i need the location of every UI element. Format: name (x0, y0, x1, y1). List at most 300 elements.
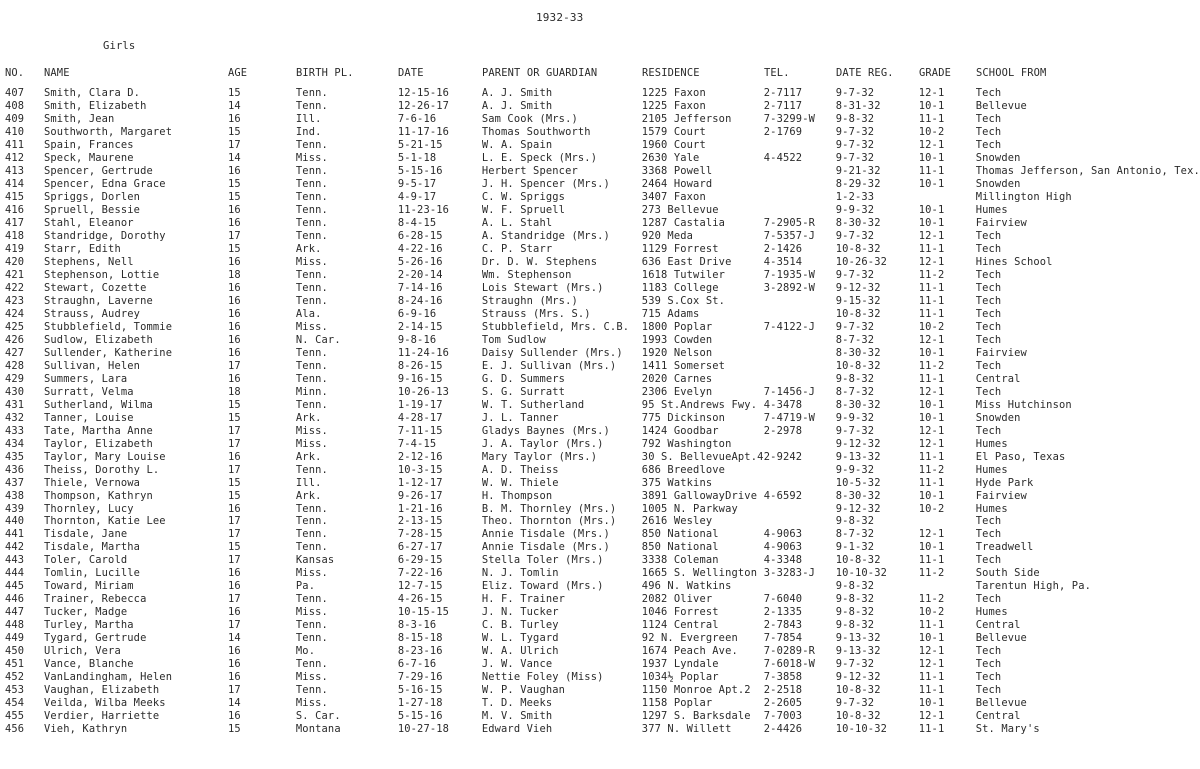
cell-parent: W. F. Spruell (481, 203, 566, 216)
cell-residence: 1005 N. Parkway (641, 502, 738, 515)
cell-parent: N. J. Tomlin (481, 567, 559, 580)
cell-birth: Minn. (295, 385, 328, 398)
cell-age: 16 (227, 320, 241, 333)
cell-name: Thiele, Vernowa (43, 476, 141, 489)
cell-parent: Tom Sudlow (481, 333, 546, 346)
cell-school: Snowden (975, 411, 1021, 424)
cell-tel (764, 139, 836, 152)
roster-table (5, 87, 1200, 736)
cell-residence: 1993 Cowden (641, 333, 713, 346)
cell-parent: Theo. Thornton (Mrs.) (481, 515, 617, 528)
cell-reg: 8-29-32 (835, 177, 881, 190)
cell-school: Tech (975, 294, 1002, 307)
cell-tel: 7-3299-W (763, 112, 816, 125)
table-row (5, 87, 1200, 100)
cell-name: Vaughan, Elizabeth (43, 684, 160, 697)
cell-residence: 792 Washington (641, 437, 732, 450)
cell-age: 17 (227, 554, 241, 567)
cell-residence: 1183 College (641, 281, 719, 294)
cell-grade: 10-2 (918, 606, 945, 619)
cell-no: 430 (5, 385, 25, 398)
cell-reg: 8-7-32 (835, 333, 875, 346)
cell-age: 16 (227, 567, 241, 580)
cell-tel: 7-7854 (763, 632, 803, 645)
cell-parent: A. J. Smith (481, 99, 553, 112)
cell-reg: 9-9-32 (835, 463, 875, 476)
cell-no: 431 (5, 398, 25, 411)
cell-tel: 3-2892-W (763, 281, 816, 294)
cell-no: 440 (5, 515, 25, 528)
cell-birth: S. Car. (295, 710, 341, 723)
table-row (5, 308, 1200, 321)
cell-name: Tanner, Louise (43, 411, 134, 424)
cell-parent: W. W. Thiele (481, 476, 559, 489)
cell-school: Thomas Jefferson, San Antonio, Tex. (975, 164, 1200, 177)
cell-birth: Ark. (295, 450, 322, 463)
cell-birth: Tenn. (295, 632, 328, 645)
cell-birth: Tenn. (295, 593, 328, 606)
cell-parent: Stubblefield, Mrs. C.B. (481, 320, 630, 333)
cell-tel (764, 347, 836, 360)
cell-name: Toler, Carold (43, 554, 128, 567)
table-row (5, 204, 1200, 217)
cell-tel: 7-4719-W (763, 411, 816, 424)
cell-age: 17 (227, 463, 241, 476)
cell-reg: 10-8-32 (835, 307, 881, 320)
cell-school: Central (975, 710, 1021, 723)
cell-reg: 8-30-32 (835, 346, 881, 359)
cell-no: 411 (5, 138, 25, 151)
cell-parent: Annie Tisdale (Mrs.) (481, 528, 610, 541)
cell-date: 12-15-16 (397, 87, 450, 99)
cell-tel (764, 165, 836, 178)
cell-date: 8-3-16 (397, 619, 437, 632)
cell-birth: Mo. (295, 645, 316, 658)
cell-grade (919, 191, 976, 204)
cell-date: 7-6-16 (397, 112, 437, 125)
cell-age: 15 (227, 87, 241, 99)
cell-school: Tech (975, 359, 1002, 372)
cell-age: 14 (227, 99, 241, 112)
cell-birth: Tenn. (295, 658, 328, 671)
table-row (5, 645, 1200, 658)
cell-parent: W. P. Vaughan (481, 684, 566, 697)
cell-reg: 9-7-32 (835, 424, 875, 437)
cell-residence: 1674 Peach Ave. (641, 645, 738, 658)
header-age: AGE (228, 67, 248, 79)
cell-reg: 10-8-32 (835, 242, 881, 255)
cell-birth: Miss. (295, 151, 328, 164)
cell-birth: Pa. (295, 580, 316, 593)
cell-residence: 1579 Court (641, 125, 706, 138)
cell-name: Thornton, Katie Lee (43, 515, 166, 528)
cell-date: 9-26-17 (397, 489, 443, 502)
cell-reg: 9-8-32 (835, 619, 875, 632)
cell-no: 427 (5, 346, 25, 359)
cell-tel: 7-1456-J (763, 385, 816, 398)
cell-reg: 9-13-32 (835, 632, 881, 645)
cell-tel: 7-7003 (763, 710, 803, 723)
cell-school: Fairview (975, 489, 1027, 502)
cell-grade: 10-1 (918, 398, 945, 411)
cell-name: Turley, Martha (43, 619, 134, 632)
cell-parent: A. D. Theiss (481, 463, 559, 476)
cell-name: Sullender, Katherine (43, 346, 173, 359)
cell-reg: 8-30-32 (835, 489, 881, 502)
cell-parent: A. Standridge (Mrs.) (481, 229, 610, 242)
cell-parent: M. V. Smith (481, 710, 553, 723)
cell-parent: J. A. Taylor (Mrs.) (481, 437, 604, 450)
cell-reg: 9-21-32 (835, 164, 881, 177)
cell-school: Tech (975, 307, 1002, 320)
cell-no: 456 (5, 723, 25, 736)
cell-age: 17 (227, 138, 241, 151)
cell-date: 8-24-16 (397, 294, 443, 307)
cell-grade: 10-1 (918, 489, 945, 502)
cell-age: 17 (227, 437, 241, 450)
cell-tel (764, 580, 836, 593)
cell-grade: 10-2 (918, 125, 945, 138)
cell-birth: Ill. (295, 476, 322, 489)
header-birth: BIRTH PL. (296, 67, 354, 79)
cell-no: 425 (5, 320, 25, 333)
cell-grade: 10-1 (918, 99, 945, 112)
cell-school: Miss Hutchinson (975, 398, 1072, 411)
cell-date: 1-27-18 (397, 697, 443, 710)
cell-no: 410 (5, 125, 25, 138)
cell-school: Tech (975, 424, 1002, 437)
cell-school: Humes (975, 463, 1008, 476)
cell-date: 10-3-15 (397, 463, 443, 476)
cell-age: 16 (227, 294, 241, 307)
cell-school: Tech (975, 658, 1002, 671)
cell-date: 9-16-15 (397, 372, 443, 385)
table-row (5, 347, 1200, 360)
table-row (5, 191, 1200, 204)
cell-grade: 10-1 (918, 151, 945, 164)
cell-parent: Strauss (Mrs. S.) (481, 307, 591, 320)
table-row (5, 541, 1200, 554)
cell-name: Spencer, Edna Grace (43, 177, 166, 190)
cell-birth: Tenn. (295, 138, 328, 151)
cell-no: 421 (5, 268, 25, 281)
cell-residence: 496 N. Watkins (641, 580, 732, 593)
table-row (5, 671, 1200, 684)
cell-date: 12-7-15 (397, 580, 443, 593)
cell-birth: Montana (295, 723, 341, 736)
cell-residence: 3338 Coleman (641, 554, 719, 567)
cell-school: Hines School (975, 255, 1053, 268)
cell-no: 428 (5, 359, 25, 372)
cell-date: 7-14-16 (397, 281, 443, 294)
cell-school: Tarentun High, Pa. (975, 580, 1092, 593)
cell-residence: 1158 Poplar (641, 697, 713, 710)
cell-parent: Wm. Stephenson (481, 268, 572, 281)
cell-name: Tisdale, Jane (43, 528, 128, 541)
cell-reg: 8-30-32 (835, 216, 881, 229)
cell-grade: 12-1 (918, 385, 945, 398)
cell-no: 454 (5, 697, 25, 710)
cell-reg: 9-12-32 (835, 437, 881, 450)
cell-tel: 4-3478 (763, 398, 803, 411)
cell-name: Tisdale, Martha (43, 541, 141, 554)
cell-date: 1-12-17 (397, 476, 443, 489)
cell-parent: J. L. Tanner (481, 411, 559, 424)
cell-date: 4-28-17 (397, 411, 443, 424)
cell-age: 17 (227, 593, 241, 606)
cell-school: St. Mary's (975, 723, 1040, 736)
cell-residence: 715 Adams (641, 307, 700, 320)
cell-birth: Tenn. (295, 528, 328, 541)
cell-residence: 1937 Lyndale (641, 658, 719, 671)
cell-parent: G. D. Summers (481, 372, 566, 385)
cell-age: 16 (227, 658, 241, 671)
cell-parent: C. B. Turley (481, 619, 559, 632)
cell-tel (764, 334, 836, 347)
cell-date: 7-28-15 (397, 528, 443, 541)
cell-school: Tech (975, 320, 1002, 333)
table-row (5, 230, 1200, 243)
cell-age: 17 (227, 229, 241, 242)
cell-no: 429 (5, 372, 25, 385)
cell-age: 16 (227, 164, 241, 177)
cell-school: Tech (975, 268, 1002, 281)
cell-tel: 2-7117 (763, 87, 803, 99)
cell-birth: Tenn. (295, 229, 328, 242)
cell-age: 16 (227, 333, 241, 346)
cell-parent: B. M. Thornley (Mrs.) (481, 502, 617, 515)
cell-date: 6-27-17 (397, 541, 443, 554)
cell-residence: 92 N. Evergreen (641, 632, 738, 645)
cell-school: Central (975, 372, 1021, 385)
cell-grade: 11-1 (918, 242, 945, 255)
cell-school: Tech (975, 333, 1002, 346)
cell-parent: W. A. Spain (481, 138, 553, 151)
cell-reg: 9-8-32 (835, 606, 875, 619)
cell-parent: J. H. Spencer (Mrs.) (481, 177, 610, 190)
cell-parent: Mary Taylor (Mrs.) (481, 450, 598, 463)
cell-birth: Miss. (295, 697, 328, 710)
cell-grade: 11-1 (918, 554, 945, 567)
cell-name: Spain, Frances (43, 138, 134, 151)
cell-tel: 4-9063 (763, 541, 803, 554)
cell-age: 16 (227, 203, 241, 216)
cell-date: 7-29-16 (397, 671, 443, 684)
cell-parent: J. W. Vance (481, 658, 553, 671)
cell-date: 11-17-16 (397, 125, 450, 138)
cell-birth: Tenn. (295, 177, 328, 190)
cell-date: 6-29-15 (397, 554, 443, 567)
cell-age: 18 (227, 268, 241, 281)
cell-age: 16 (227, 307, 241, 320)
cell-residence: 375 Watkins (641, 476, 713, 489)
cell-grade: 11-2 (918, 463, 945, 476)
cell-date: 2-12-16 (397, 450, 443, 463)
cell-school: Central (975, 619, 1021, 632)
cell-no: 419 (5, 242, 25, 255)
cell-no: 414 (5, 177, 25, 190)
cell-no: 455 (5, 710, 25, 723)
cell-date: 6-7-16 (397, 658, 437, 671)
cell-parent: H. F. Trainer (481, 593, 566, 606)
header-no: NO. (5, 67, 25, 79)
cell-tel: 2-7843 (763, 619, 803, 632)
cell-residence: 1129 Forrest (641, 242, 719, 255)
cell-birth: Miss. (295, 671, 328, 684)
cell-residence: 1424 Goodbar (641, 424, 719, 437)
cell-date: 1-21-16 (397, 502, 443, 515)
cell-no: 432 (5, 411, 25, 424)
cell-grade: 10-1 (918, 632, 945, 645)
cell-age: 16 (227, 372, 241, 385)
cell-tel: 2-9242 (763, 450, 803, 463)
cell-tel: 3-3283-J (763, 567, 816, 580)
cell-date: 4-26-15 (397, 593, 443, 606)
cell-age: 17 (227, 684, 241, 697)
cell-name: Smith, Elizabeth (43, 99, 147, 112)
cell-parent: Straughn (Mrs.) (481, 294, 578, 307)
cell-date: 9-8-16 (397, 333, 437, 346)
table-row (5, 126, 1200, 139)
cell-reg: 10-8-32 (835, 554, 881, 567)
cell-date: 2-20-14 (397, 268, 443, 281)
cell-birth: Tenn. (295, 541, 328, 554)
cell-residence: 686 Breedlove (641, 463, 726, 476)
table-row (5, 658, 1200, 671)
cell-tel (764, 360, 836, 373)
cell-reg: 9-7-32 (835, 125, 875, 138)
cell-tel: 7-6040 (763, 593, 803, 606)
cell-name: Tate, Martha Anne (43, 424, 153, 437)
cell-date: 8-23-16 (397, 645, 443, 658)
cell-school: Humes (975, 502, 1008, 515)
table-row (5, 360, 1200, 373)
cell-birth: Tenn. (295, 515, 328, 528)
cell-birth: Kansas (295, 554, 335, 567)
cell-grade: 11-1 (918, 450, 945, 463)
cell-grade: 11-1 (918, 164, 945, 177)
cell-age: 16 (227, 281, 241, 294)
cell-tel (764, 503, 836, 516)
cell-reg: 9-7-32 (835, 229, 875, 242)
cell-name: Trainer, Rebecca (43, 593, 147, 606)
cell-school: Tech (975, 593, 1002, 606)
cell-date: 8-26-15 (397, 359, 443, 372)
table-row (5, 528, 1200, 541)
cell-name: Taylor, Mary Louise (43, 450, 166, 463)
table-row (5, 113, 1200, 126)
cell-age: 17 (227, 359, 241, 372)
cell-no: 409 (5, 112, 25, 125)
cell-tel (764, 295, 836, 308)
cell-reg: 9-7-32 (835, 268, 875, 281)
cell-reg: 9-12-32 (835, 281, 881, 294)
cell-name: Tucker, Madge (43, 606, 128, 619)
cell-school: Tech (975, 554, 1002, 567)
cell-grade: 12-1 (918, 255, 945, 268)
cell-age: 16 (227, 671, 241, 684)
cell-no: 450 (5, 645, 25, 658)
cell-school: Bellevue (975, 697, 1027, 710)
cell-reg: 9-12-32 (835, 671, 881, 684)
cell-age: 15 (227, 190, 241, 203)
cell-no: 415 (5, 190, 25, 203)
cell-date: 5-16-15 (397, 684, 443, 697)
cell-name: Starr, Edith (43, 242, 121, 255)
cell-date: 12-26-17 (397, 99, 450, 112)
cell-grade: 12-1 (918, 437, 945, 450)
cell-residence: 1287 Castalia (641, 216, 726, 229)
cell-tel: 4-6592 (763, 489, 803, 502)
cell-school: Humes (975, 606, 1008, 619)
cell-reg: 9-7-32 (835, 151, 875, 164)
cell-birth: Tenn. (295, 346, 328, 359)
cell-grade: 11-1 (918, 619, 945, 632)
cell-residence: 95 St.Andrews Fwy. (641, 398, 758, 411)
cell-parent: Thomas Southworth (481, 125, 591, 138)
cell-date: 5-15-16 (397, 710, 443, 723)
cell-no: 407 (5, 87, 25, 99)
cell-school: Tech (975, 528, 1002, 541)
cell-birth: Miss. (295, 567, 328, 580)
cell-age: 15 (227, 541, 241, 554)
cell-date: 4-9-17 (397, 190, 437, 203)
cell-birth: Ala. (295, 307, 322, 320)
cell-parent: Annie Tisdale (Mrs.) (481, 541, 610, 554)
cell-date: 2-13-15 (397, 515, 443, 528)
cell-birth: Tenn. (295, 203, 328, 216)
cell-school: Snowden (975, 177, 1021, 190)
table-row (5, 256, 1200, 269)
cell-grade: 11-2 (918, 359, 945, 372)
cell-residence: 775 Dickinson (641, 411, 726, 424)
cell-grade: 10-1 (918, 177, 945, 190)
header-grade: GRADE (919, 67, 952, 79)
cell-reg: 8-30-32 (835, 398, 881, 411)
cell-date: 5-21-15 (397, 138, 443, 151)
table-row (5, 684, 1200, 697)
cell-age: 18 (227, 385, 241, 398)
cell-age: 15 (227, 411, 241, 424)
cell-age: 16 (227, 606, 241, 619)
cell-no: 437 (5, 476, 25, 489)
table-row (5, 282, 1200, 295)
cell-reg: 9-9-32 (835, 203, 875, 216)
cell-birth: Tenn. (295, 398, 328, 411)
cell-grade: 11-1 (918, 671, 945, 684)
cell-no: 426 (5, 333, 25, 346)
cell-no: 445 (5, 580, 25, 593)
cell-parent: H. Thompson (481, 489, 553, 502)
cell-parent: Edward Vieh (481, 723, 553, 736)
cell-tel (764, 515, 836, 528)
cell-age: 16 (227, 502, 241, 515)
table-row (5, 438, 1200, 451)
cell-grade: 12-1 (918, 138, 945, 151)
table-row (5, 451, 1200, 464)
cell-grade (919, 580, 976, 593)
cell-residence: 1665 S. Wellington (641, 567, 758, 580)
table-row (5, 593, 1200, 606)
cell-parent: Gladys Baynes (Mrs.) (481, 424, 610, 437)
cell-grade: 10-2 (918, 502, 945, 515)
cell-tel: 7-6018-W (763, 658, 816, 671)
cell-residence: 1124 Central (641, 619, 719, 632)
cell-age: 15 (227, 125, 241, 138)
cell-residence: 2306 Evelyn (641, 385, 713, 398)
cell-date: 11-24-16 (397, 346, 450, 359)
cell-parent: Eliz. Toward (Mrs.) (481, 580, 604, 593)
